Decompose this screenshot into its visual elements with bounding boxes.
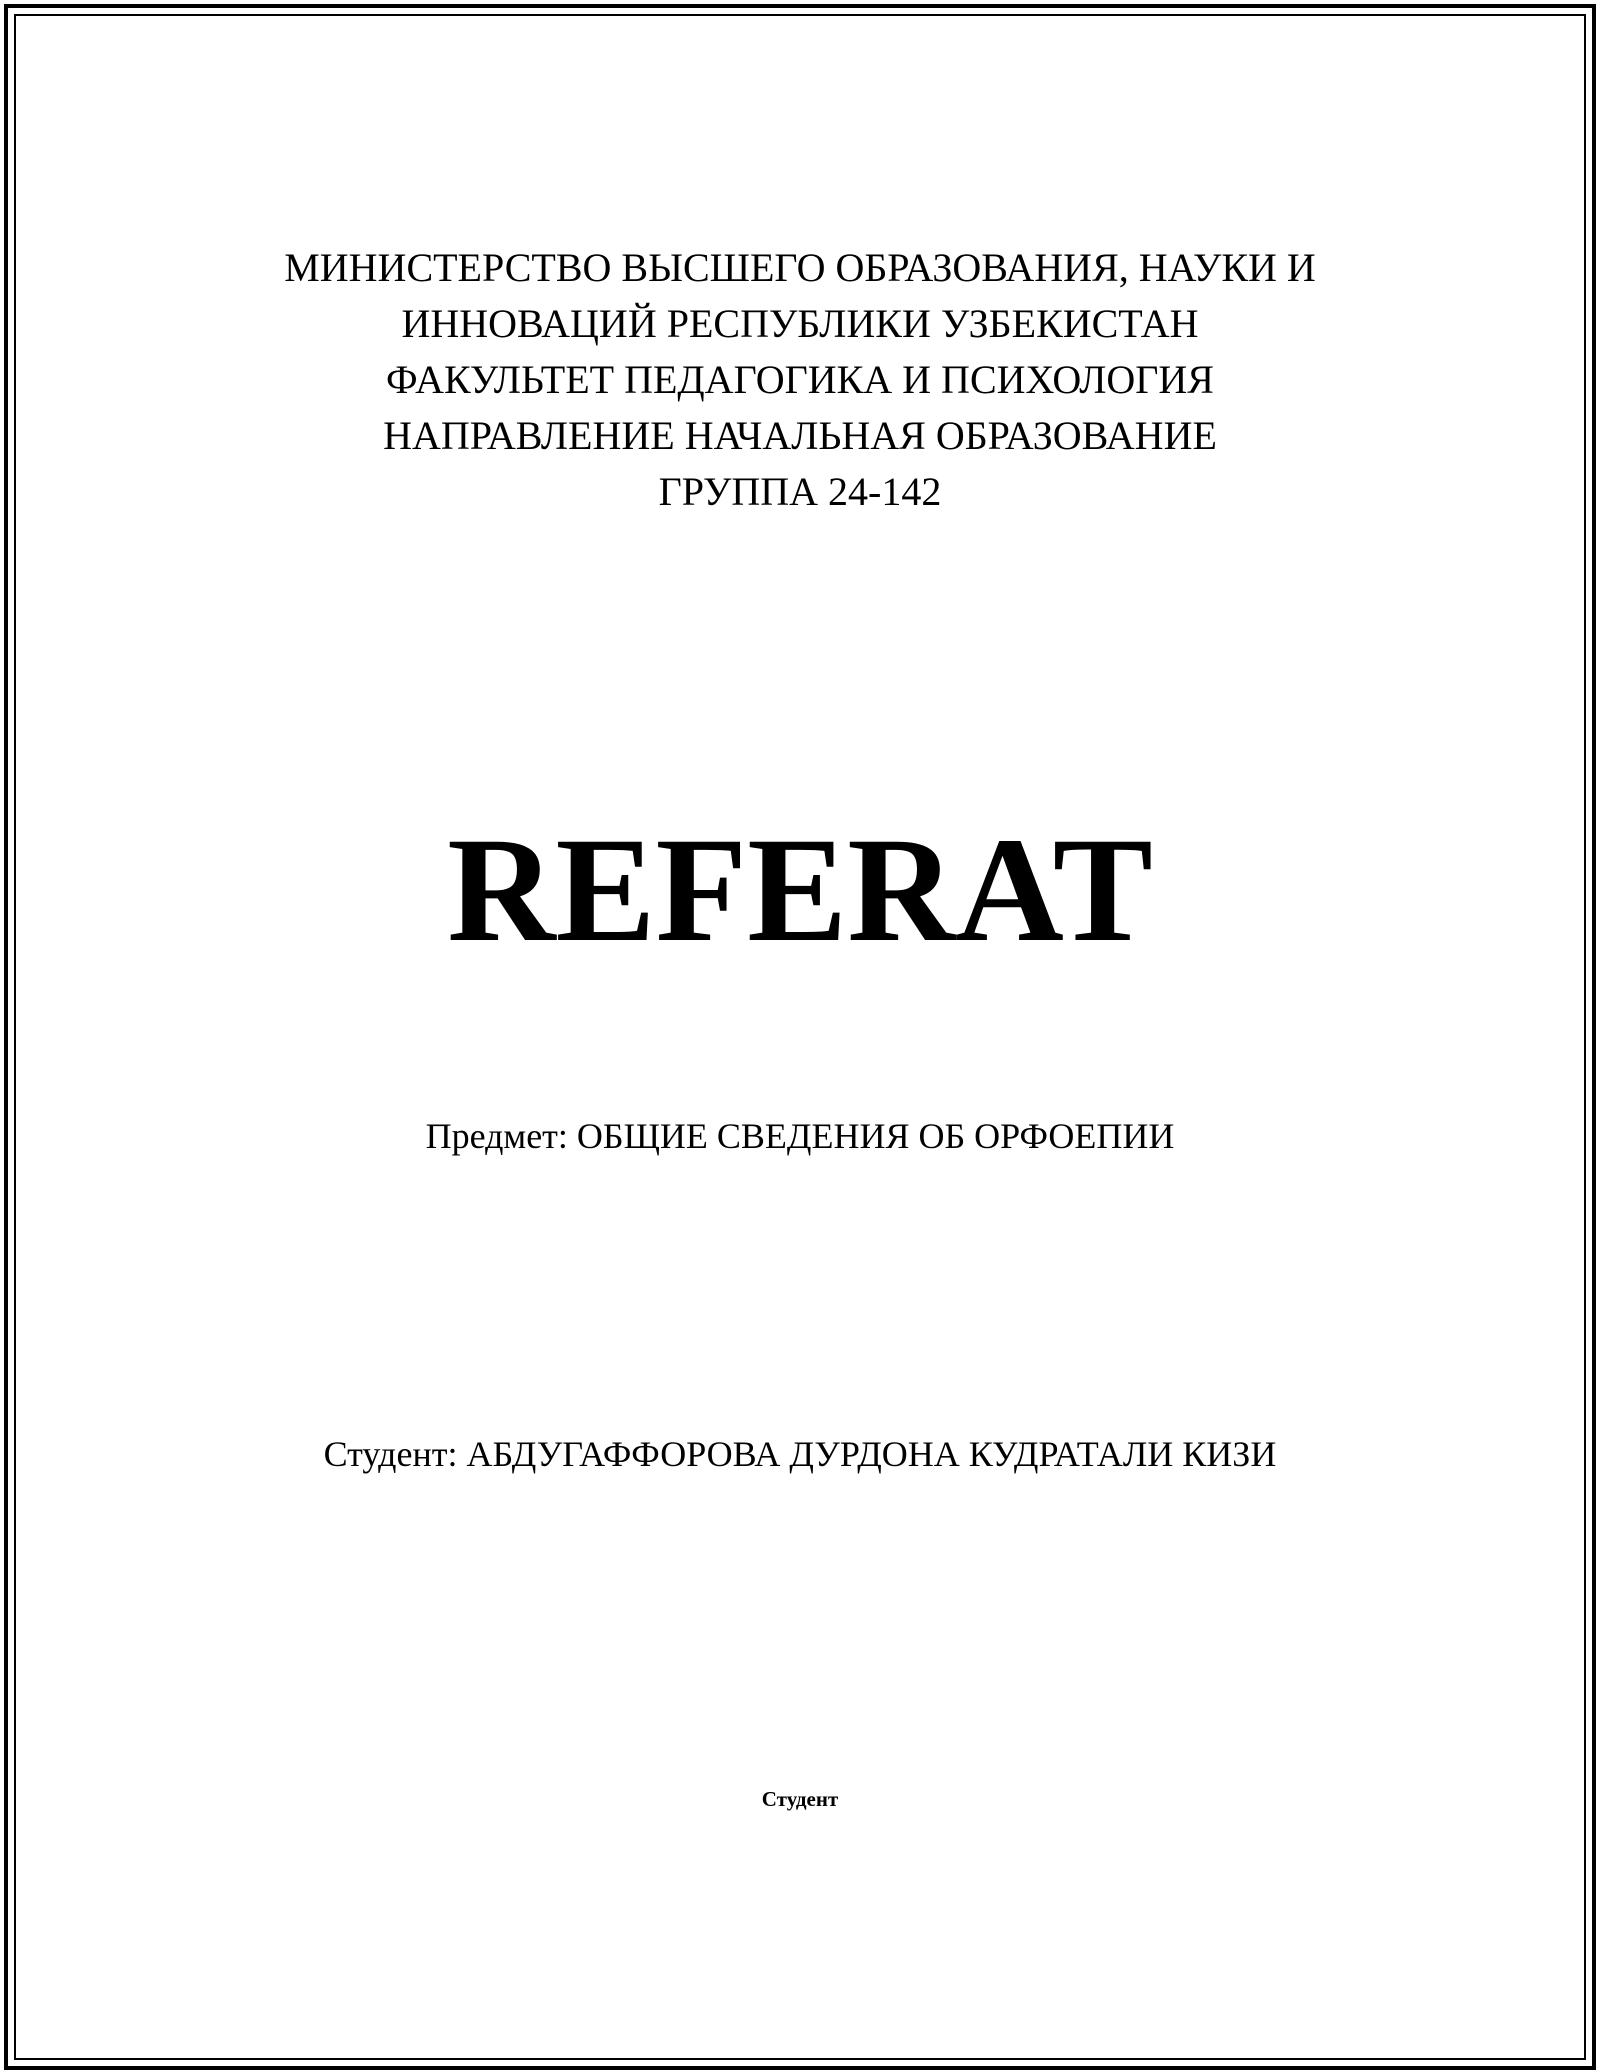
institution-header bbox=[0, 240, 1600, 520]
footer-student-label: Студент bbox=[761, 1787, 839, 1811]
header-line-faculty: ФАКУЛЬТЕТ ПЕДАГОГИКА И ПСИХОЛОГИЯ bbox=[386, 357, 1214, 402]
student-line: Студент: АБДУГАФФОРОВА ДУРДОНА КУДРАТАЛИ КИЗИ bbox=[323, 1434, 1277, 1474]
header-line-ministry: МИНИСТЕРСТВО ВЫСШЕГО ОБРАЗОВАНИЯ, НАУКИ И bbox=[284, 245, 1316, 290]
subject-line: Предмет: ОБЩИЕ СВЕДЕНИЯ ОБ ОРФОЕПИИ bbox=[425, 1116, 1175, 1156]
header-line-group: ГРУППА 24-142 bbox=[658, 469, 942, 514]
header-line-republic: ИННОВАЦИЙ РЕСПУБЛИКИ УЗБЕКИСТАН bbox=[401, 301, 1199, 346]
header-line-direction: НАПРАВЛЕНИЕ НАЧАЛЬНАЯ ОБРАЗОВАНИЕ bbox=[383, 413, 1217, 458]
document-title: REFERAT bbox=[447, 807, 1153, 973]
